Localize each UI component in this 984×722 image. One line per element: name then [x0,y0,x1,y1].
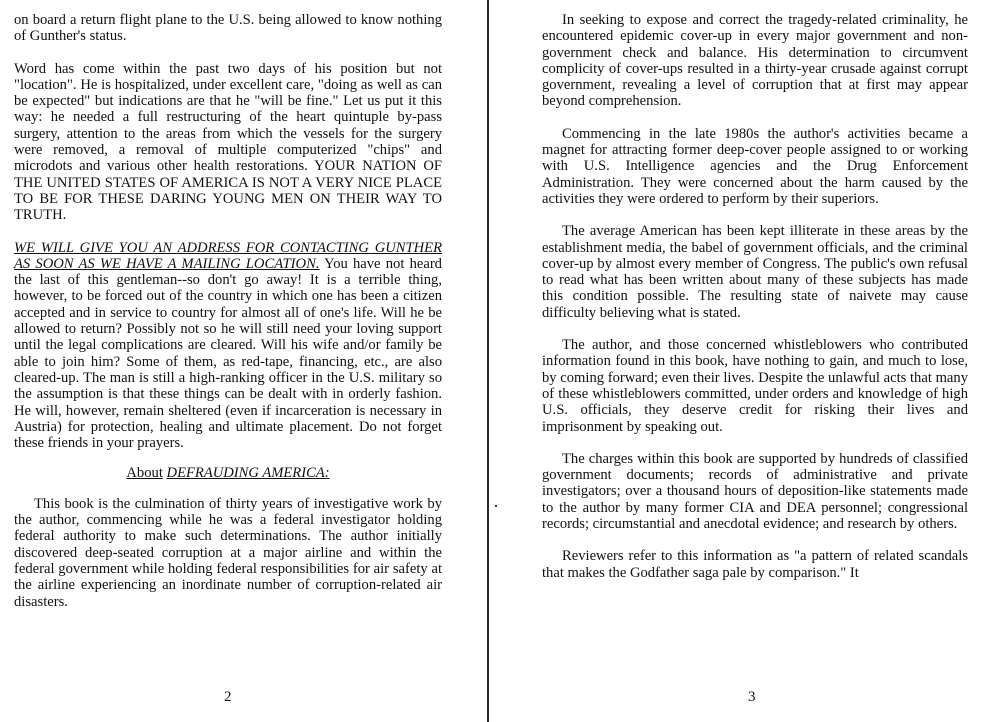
left-paragraph-2: Word has come within the past two days of his position but not "location". He is hospitalized, under excellent care, "doing as well as can be expected" but indications are that he "will be fine." Let us put it this way: he needed a full restructuring of the heart quintuple by-pass surgery, attention to the areas from which the vessels for the surgery were removed, a removal of multiple computerized "chips" and microdots and various other health restorations. YOUR NATION OF THE UNITED STATES OF AMERICA IS NOT A VERY NICE PLACE TO BE FOR THESE DARING YOUNG MEN ON THEIR WAY TO TRUTH. [14,60,442,224]
right-text-column [542,12,968,581]
contact-notice-underlined: WE WILL GIVE YOU AN ADDRESS FOR CONTACTING GUNTHER AS SOON AS WE HAVE A MAILING LOCATION. [14,239,442,272]
right-paragraph-2: Commencing in the late 1980s the author's activities became a magnet for attracting former deep-cover people assigned to or working with U.S. Intelligence agencies and the Drug Enforcement Administration. They were concerned about the harm caused by the activities they were ordered to perform by their superiors. [542,125,968,207]
right-paragraph-5: The charges within this book are supported by hundreds of classified government documents; records of administrative and private investigators; over a thousand hours of deposition-like statements made to the author by many former CIA and DEA personnel; congressional records; circumstantial and anecdotal evidence; and research by others. [542,450,968,533]
left-paragraph-3 [14,240,442,452]
right-page [490,0,984,722]
left-page [0,0,488,722]
heading-about: About [126,465,163,482]
right-paragraph-4: The author, and those concerned whistleblowers who contributed information found in this book, have nothing to gain, and much to lose, by coming forward; even their lives. Despite the unlawful acts that many of these whistleblowers committed, under orders and knowledge of high U.S. officials, they deserve credit for risking their lives and imprisonment by speaking out. [542,337,968,435]
left-text-column [14,12,442,610]
right-paragraph-3: The average American has been kept illiterate in these areas by the establishment media, the babel of government officials, and the criminal cover-up by almost every member of Congress. The public's own refusal to read what has been written about many of these subjects has made this condition possible. The resulting state of naivete may cause difficulty believing what is stated. [542,223,968,321]
left-paragraph-4: This book is the culmination of thirty years of investigative work by the author, commencing while he was a federal investigator holding federal authority to make such determinations. The author initially discovered deep-seated corruption at a major airline and within the federal government while holding federal responsibilities for air safety at the airline experiencing an inordinate number of corruption-related air disasters. [14,495,442,610]
heading-book-title: DEFRAUDING AMERICA: [166,465,330,482]
left-page-number: 2 [224,689,232,705]
left-paragraph-1: on board a return flight plane to the U.S. being allowed to know nothing of Gunther's status. [14,12,442,45]
right-paragraph-6: Reviewers refer to this information as "a pattern of related scandals that makes the Godfather saga pale by comparison." It [542,548,968,581]
right-paragraph-1: In seeking to expose and correct the tragedy-related criminality, he encountered epidemic cover-up in every major government and non-government check and balance. His determination to circumvent complicity of cover-ups resulted in a thirty-year crusade against corrupt government, revealing a level of corruption that at first may appear beyond comprehension. [542,12,968,110]
section-heading [14,465,442,481]
left-paragraph-3-body: You have not heard the last of this gentleman--so don't go away! It is a terrible thing, however, to be forced out of the country in which one has been a citizen accepted and in service to country for almost all of one's life. Will he be allowed to return? Possibly not so he will still need your loving support until the legal complications are cleared. Will his wife and/or family be able to join him? Some of them, as red-tape, financing, etc., are also cleared-up. The man is still a high-ranking officer in the U.S. military so the assumption is that these things can be dealt with in orderly fashion. He will, however, remain sheltered (even if incarceration is necessary in Austria) for protection, healing and ultimate placement. Do not forget these friends in your prayers. [14,255,442,452]
right-page-number: 3 [748,689,756,705]
book-spine-divider [487,0,489,722]
